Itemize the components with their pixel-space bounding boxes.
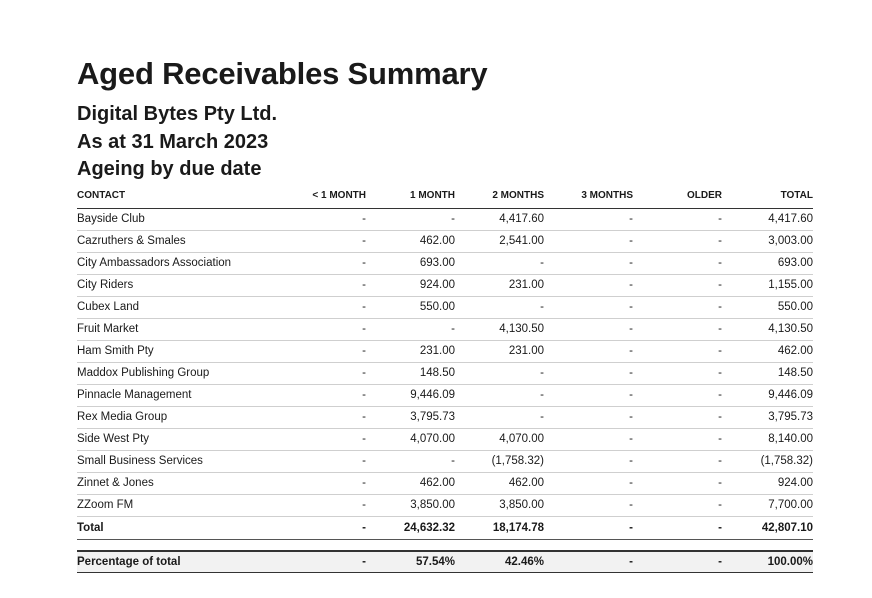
- col-header-contact: CONTACT: [77, 184, 277, 209]
- contact-name[interactable]: Zinnet & Jones: [77, 472, 277, 494]
- 3months-value: -: [544, 274, 633, 296]
- table-row: [77, 362, 813, 384]
- percentage-total: 100.00%: [722, 551, 813, 573]
- 1month-value: 693.00: [366, 252, 455, 274]
- 2months-value: 231.00: [455, 274, 544, 296]
- lt1month-value: -: [277, 296, 366, 318]
- total-2months: 18,174.78: [455, 516, 544, 539]
- table-header-row: [77, 184, 813, 209]
- total-3months: -: [544, 516, 633, 539]
- 2months-value: -: [455, 384, 544, 406]
- total-value: 7,700.00: [722, 494, 813, 516]
- 1month-value: -: [366, 450, 455, 472]
- contact-name[interactable]: Maddox Publishing Group: [77, 362, 277, 384]
- lt1month-value: -: [277, 450, 366, 472]
- lt1month-value: -: [277, 384, 366, 406]
- col-header-3months: 3 MONTHS: [544, 184, 633, 209]
- percentage-older: -: [633, 551, 722, 573]
- spacer-row: [77, 539, 813, 551]
- total-value: 3,003.00: [722, 230, 813, 252]
- total-value: 3,795.73: [722, 406, 813, 428]
- percentage-1month: 57.54%: [366, 551, 455, 573]
- table-row: [77, 230, 813, 252]
- 1month-value: 924.00: [366, 274, 455, 296]
- contact-name[interactable]: Fruit Market: [77, 318, 277, 340]
- table-row: [77, 296, 813, 318]
- 1month-value: 550.00: [366, 296, 455, 318]
- 2months-value: -: [455, 406, 544, 428]
- 1month-value: -: [366, 208, 455, 230]
- company-name: Digital Bytes Pty Ltd.: [77, 103, 278, 125]
- contact-name[interactable]: Pinnacle Management: [77, 384, 277, 406]
- older-value: -: [633, 494, 722, 516]
- 2months-value: -: [455, 296, 544, 318]
- contact-name[interactable]: Rex Media Group: [77, 406, 277, 428]
- contact-name[interactable]: Cazruthers & Smales: [77, 230, 277, 252]
- older-value: -: [633, 406, 722, 428]
- contact-name[interactable]: City Riders: [77, 274, 277, 296]
- col-header-lt1month: < 1 MONTH: [277, 184, 366, 209]
- contact-name[interactable]: ZZoom FM: [77, 494, 277, 516]
- total-older: -: [633, 516, 722, 539]
- lt1month-value: -: [277, 472, 366, 494]
- total-label: Total: [77, 516, 277, 539]
- 2months-value: 4,130.50: [455, 318, 544, 340]
- older-value: -: [633, 450, 722, 472]
- older-value: -: [633, 472, 722, 494]
- 3months-value: -: [544, 296, 633, 318]
- contact-name[interactable]: Side West Pty: [77, 428, 277, 450]
- 2months-value: -: [455, 252, 544, 274]
- table-row: [77, 384, 813, 406]
- older-value: -: [633, 274, 722, 296]
- 2months-value: 4,070.00: [455, 428, 544, 450]
- 3months-value: -: [544, 384, 633, 406]
- 1month-value: 231.00: [366, 340, 455, 362]
- lt1month-value: -: [277, 428, 366, 450]
- report-title: Aged Receivables Summary: [77, 56, 488, 91]
- contact-name[interactable]: Bayside Club: [77, 208, 277, 230]
- contact-name[interactable]: Small Business Services: [77, 450, 277, 472]
- percentage-lt1month: -: [277, 551, 366, 573]
- table-row: [77, 406, 813, 428]
- older-value: -: [633, 384, 722, 406]
- total-value: 4,130.50: [722, 318, 813, 340]
- total-value: 462.00: [722, 340, 813, 362]
- 3months-value: -: [544, 230, 633, 252]
- percentage-2months: 42.46%: [455, 551, 544, 573]
- 3months-value: -: [544, 362, 633, 384]
- 3months-value: -: [544, 428, 633, 450]
- table-row: [77, 450, 813, 472]
- lt1month-value: -: [277, 362, 366, 384]
- 1month-value: 9,446.09: [366, 384, 455, 406]
- total-value: 8,140.00: [722, 428, 813, 450]
- 1month-value: 3,795.73: [366, 406, 455, 428]
- older-value: -: [633, 208, 722, 230]
- col-header-1month: 1 MONTH: [366, 184, 455, 209]
- lt1month-value: -: [277, 274, 366, 296]
- 3months-value: -: [544, 208, 633, 230]
- 1month-value: 148.50: [366, 362, 455, 384]
- 2months-value: 462.00: [455, 472, 544, 494]
- 3months-value: -: [544, 318, 633, 340]
- table-row: [77, 472, 813, 494]
- col-header-2months: 2 MONTHS: [455, 184, 544, 209]
- total-value: 550.00: [722, 296, 813, 318]
- 1month-value: -: [366, 318, 455, 340]
- older-value: -: [633, 340, 722, 362]
- 3months-value: -: [544, 340, 633, 362]
- older-value: -: [633, 318, 722, 340]
- ageing-basis: Ageing by due date: [77, 158, 262, 180]
- older-value: -: [633, 362, 722, 384]
- table-row: [77, 494, 813, 516]
- table-row: [77, 340, 813, 362]
- table-row: [77, 208, 813, 230]
- 3months-value: -: [544, 406, 633, 428]
- col-header-older: OLDER: [633, 184, 722, 209]
- 1month-value: 462.00: [366, 230, 455, 252]
- 3months-value: -: [544, 472, 633, 494]
- receivables-table: [77, 184, 813, 573]
- total-lt1month: -: [277, 516, 366, 539]
- older-value: -: [633, 252, 722, 274]
- total-value: 148.50: [722, 362, 813, 384]
- older-value: -: [633, 296, 722, 318]
- total-row: [77, 516, 813, 539]
- table-row: [77, 318, 813, 340]
- table-row: [77, 428, 813, 450]
- total-value: (1,758.32): [722, 450, 813, 472]
- 1month-value: 462.00: [366, 472, 455, 494]
- total-value: 4,417.60: [722, 208, 813, 230]
- total-value: 9,446.09: [722, 384, 813, 406]
- 1month-value: 4,070.00: [366, 428, 455, 450]
- lt1month-value: -: [277, 252, 366, 274]
- 2months-value: 4,417.60: [455, 208, 544, 230]
- 2months-value: 231.00: [455, 340, 544, 362]
- lt1month-value: -: [277, 230, 366, 252]
- 2months-value: (1,758.32): [455, 450, 544, 472]
- contact-name[interactable]: Ham Smith Pty: [77, 340, 277, 362]
- lt1month-value: -: [277, 494, 366, 516]
- older-value: -: [633, 230, 722, 252]
- 2months-value: -: [455, 362, 544, 384]
- table-row: [77, 274, 813, 296]
- 2months-value: 3,850.00: [455, 494, 544, 516]
- contact-name[interactable]: Cubex Land: [77, 296, 277, 318]
- total-value: 693.00: [722, 252, 813, 274]
- table-body: [77, 208, 813, 516]
- contact-name[interactable]: City Ambassadors Association: [77, 252, 277, 274]
- total-value: 924.00: [722, 472, 813, 494]
- lt1month-value: -: [277, 208, 366, 230]
- 3months-value: -: [544, 494, 633, 516]
- total-total: 42,807.10: [722, 516, 813, 539]
- percentage-label: Percentage of total: [77, 551, 277, 573]
- older-value: -: [633, 428, 722, 450]
- total-1month: 24,632.32: [366, 516, 455, 539]
- total-value: 1,155.00: [722, 274, 813, 296]
- table-row: [77, 252, 813, 274]
- 3months-value: -: [544, 450, 633, 472]
- 1month-value: 3,850.00: [366, 494, 455, 516]
- percentage-row: [77, 551, 813, 573]
- 3months-value: -: [544, 252, 633, 274]
- col-header-total: TOTAL: [722, 184, 813, 209]
- lt1month-value: -: [277, 406, 366, 428]
- 2months-value: 2,541.00: [455, 230, 544, 252]
- as-at-date: As at 31 March 2023: [77, 130, 269, 153]
- lt1month-value: -: [277, 318, 366, 340]
- report: [77, 54, 813, 573]
- percentage-3months: -: [544, 551, 633, 573]
- lt1month-value: -: [277, 340, 366, 362]
